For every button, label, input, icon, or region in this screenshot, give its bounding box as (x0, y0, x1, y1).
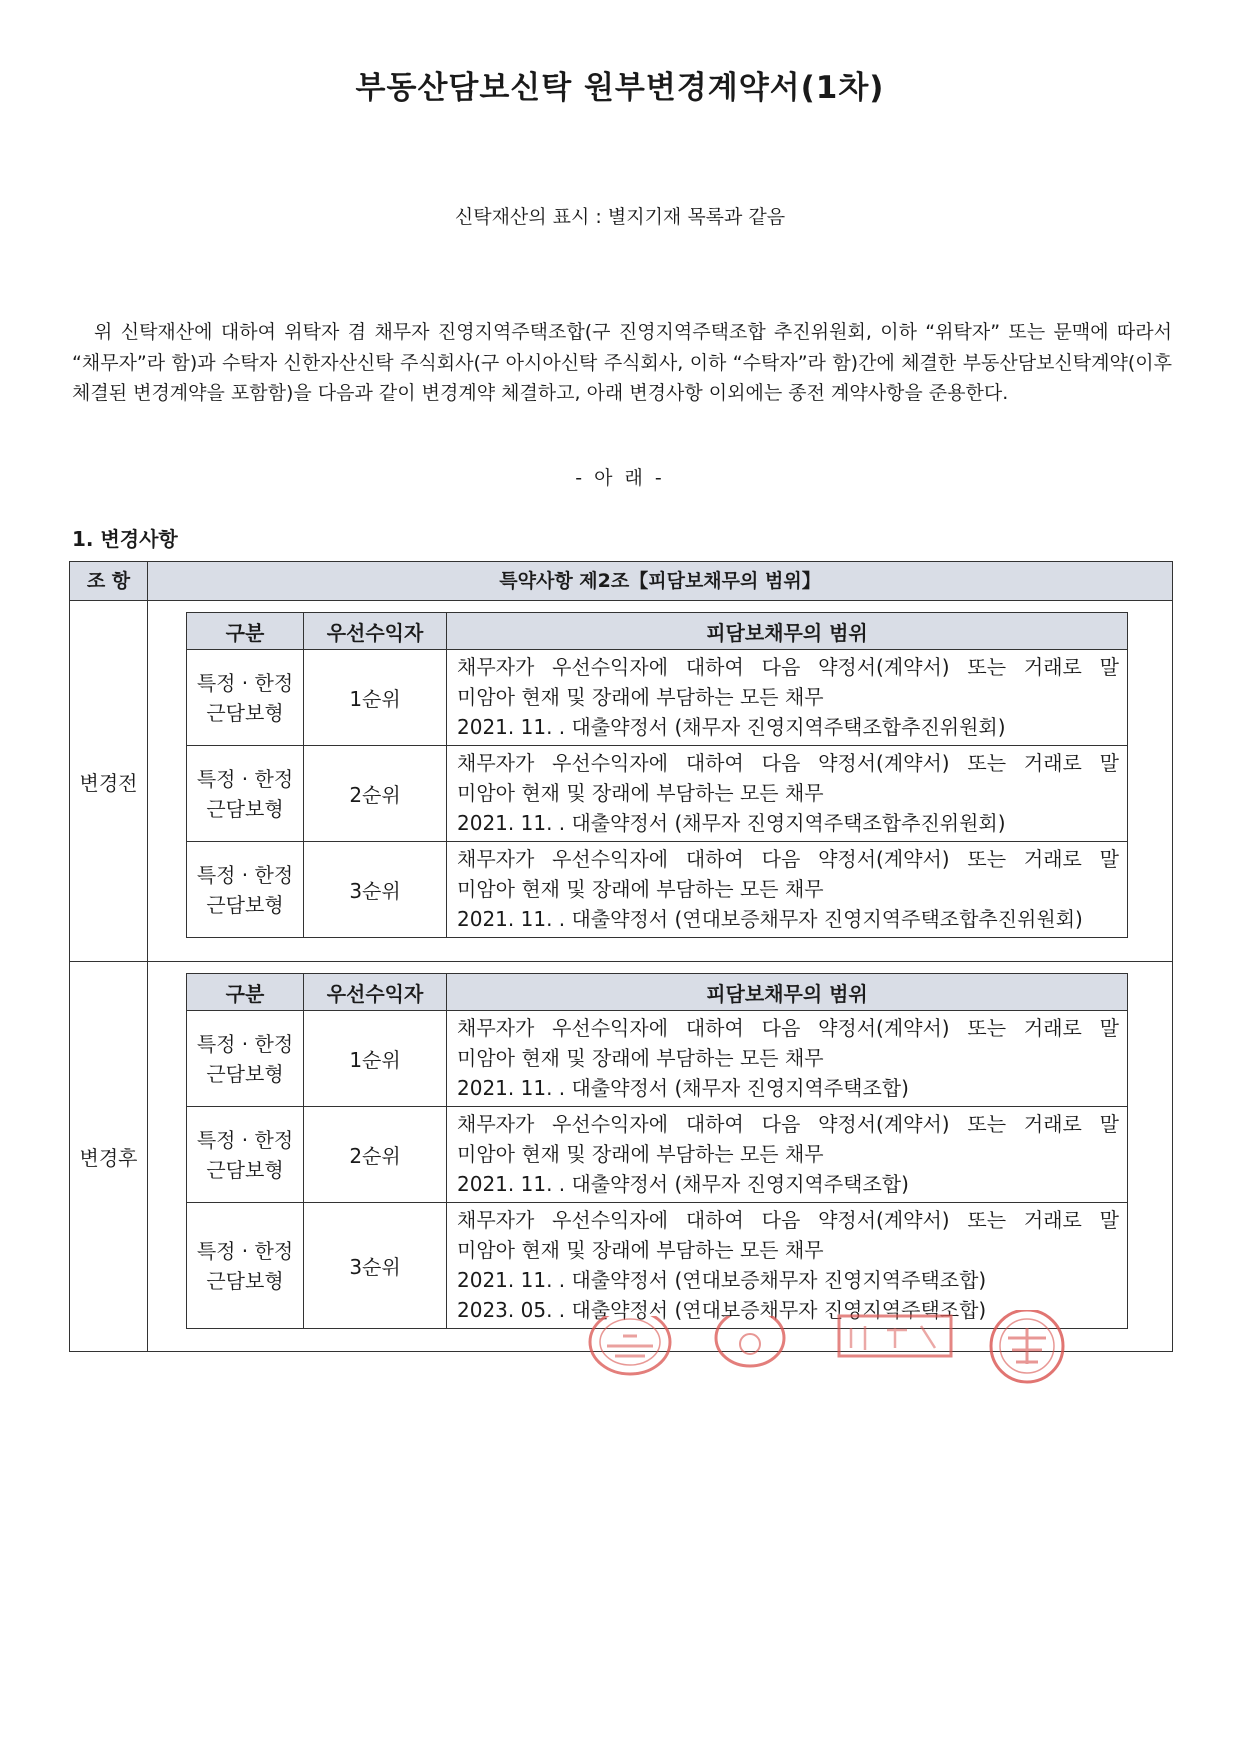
scope-cell (447, 842, 1128, 938)
col-header-scope: 피담보채무의 범위 (447, 974, 1128, 1011)
category-line: 근담보형 (206, 796, 284, 821)
scope-cell (447, 1203, 1128, 1329)
scope-line: 채무자가 우선수익자에 대하여 다음 약정서(계약서) 또는 거래로 말 (457, 655, 1119, 679)
scope-line: 채무자가 우선수익자에 대하여 다음 약정서(계약서) 또는 거래로 말 (457, 751, 1119, 775)
after-label: 변경후 (70, 962, 148, 1351)
category-line: 근담보형 (206, 1268, 284, 1293)
before-table (186, 612, 1128, 938)
category-cell (187, 1011, 304, 1107)
scope-line: 2021. 11. . 대출약정서 (채무자 진영지역주택조합) (457, 1076, 909, 1100)
after-header-row (187, 974, 1128, 1011)
category-cell (187, 1203, 304, 1329)
scope-line: 미암아 현재 및 장래에 부담하는 모든 채무 (457, 781, 824, 805)
before-block (70, 601, 1172, 962)
scope-line: 2021. 11. . 대출약정서 (채무자 진영지역주택조합추진위원회) (457, 811, 1006, 835)
table-row (187, 1011, 1128, 1107)
category-cell (187, 650, 304, 746)
col-header-category: 구분 (187, 974, 304, 1011)
table-row (187, 650, 1128, 746)
scope-line: 미암아 현재 및 장래에 부담하는 모든 채무 (457, 1142, 824, 1166)
category-cell (187, 1107, 304, 1203)
table-row (187, 1203, 1128, 1329)
col-header-priority: 우선수익자 (304, 613, 447, 650)
after-block (70, 962, 1172, 1351)
category-cell (187, 746, 304, 842)
scope-line: 2021. 11. . 대출약정서 (연대보증채무자 진영지역주택조합) (457, 1268, 987, 1292)
category-line: 특정 · 한정 (196, 1238, 294, 1263)
scope-cell (447, 1107, 1128, 1203)
priority-cell: 1순위 (304, 650, 447, 746)
priority-cell: 1순위 (304, 1011, 447, 1107)
before-header-row (187, 613, 1128, 650)
category-cell (187, 842, 304, 938)
scope-line: 2023. 05. . 대출약정서 (연대보증채무자 진영지역주택조합) (457, 1298, 987, 1322)
scope-line: 2021. 11. . 대출약정서 (연대보증채무자 진영지역주택조합추진위원회) (457, 907, 1083, 931)
table-row (187, 1107, 1128, 1203)
after-table (186, 973, 1128, 1329)
scope-line: 미암아 현재 및 장래에 부담하는 모든 채무 (457, 1046, 824, 1070)
table-row (187, 842, 1128, 938)
scope-line: 채무자가 우선수익자에 대하여 다음 약정서(계약서) 또는 거래로 말 (457, 1112, 1119, 1136)
col-header-scope: 피담보채무의 범위 (447, 613, 1128, 650)
scope-line: 2021. 11. . 대출약정서 (채무자 진영지역주택조합) (457, 1172, 909, 1196)
priority-cell: 2순위 (304, 1107, 447, 1203)
scope-cell (447, 746, 1128, 842)
category-line: 특정 · 한정 (196, 1031, 294, 1056)
category-line: 특정 · 한정 (196, 862, 294, 887)
scope-line: 채무자가 우선수익자에 대하여 다음 약정서(계약서) 또는 거래로 말 (457, 1016, 1119, 1040)
body-paragraph: 위 신탁재산에 대하여 위탁자 겸 채무자 진영지역주택조합(구 진영지역주택조합 추진위원회, 이하 “위탁자” 또는 문맥에 따라서 “채무자”라 함)과 수탁자 신한자산신탁 주식회사(구 아시아신탁 주식회사, 이하 “수탁자”라 함)간에 체결한 부동산담보신탁계약(이후 체결된 변경계약을 포함함)을 다음과 같이 변경계약 체결하고, 아래 변경사항 이외에는 종전 계약사항을 준용한다. (72, 321, 1172, 404)
scope-line: 2021. 11. . 대출약정서 (채무자 진영지역주택조합추진위원회) (457, 715, 1006, 739)
col-header-category: 구분 (187, 613, 304, 650)
category-line: 근담보형 (206, 892, 284, 917)
col-header-priority: 우선수익자 (304, 974, 447, 1011)
clause-title: 특약사항 제2조【피담보채무의 범위】 (499, 570, 821, 592)
section-heading: 1. 변경사항 (72, 527, 178, 551)
category-line: 근담보형 (206, 700, 284, 725)
document-title: 부동산담보신탁 원부변경계약서(1차) (355, 70, 885, 106)
scope-line: 미암아 현재 및 장래에 부담하는 모든 채무 (457, 685, 824, 709)
category-line: 근담보형 (206, 1157, 284, 1182)
priority-cell: 3순위 (304, 842, 447, 938)
trust-property-line: 신탁재산의 표시 : 별지기재 목록과 같음 (454, 206, 786, 228)
amendment-table-header (70, 562, 1172, 601)
priority-cell: 2순위 (304, 746, 447, 842)
scope-line: 미암아 현재 및 장래에 부담하는 모든 채무 (457, 1238, 824, 1262)
scope-line: 미암아 현재 및 장래에 부담하는 모든 채무 (457, 877, 824, 901)
category-line: 특정 · 한정 (196, 670, 294, 695)
amendment-table (69, 561, 1173, 1352)
scope-line: 채무자가 우선수익자에 대하여 다음 약정서(계약서) 또는 거래로 말 (457, 1208, 1119, 1232)
category-line: 특정 · 한정 (196, 766, 294, 791)
clause-label: 조 항 (70, 562, 148, 600)
before-label: 변경전 (70, 601, 148, 961)
scope-cell (447, 650, 1128, 746)
scope-line: 채무자가 우선수익자에 대하여 다음 약정서(계약서) 또는 거래로 말 (457, 847, 1119, 871)
scope-cell (447, 1011, 1128, 1107)
note-heading: - 아 래 - (575, 467, 665, 489)
table-row (187, 746, 1128, 842)
category-line: 특정 · 한정 (196, 1127, 294, 1152)
category-line: 근담보형 (206, 1061, 284, 1086)
priority-cell: 3순위 (304, 1203, 447, 1329)
